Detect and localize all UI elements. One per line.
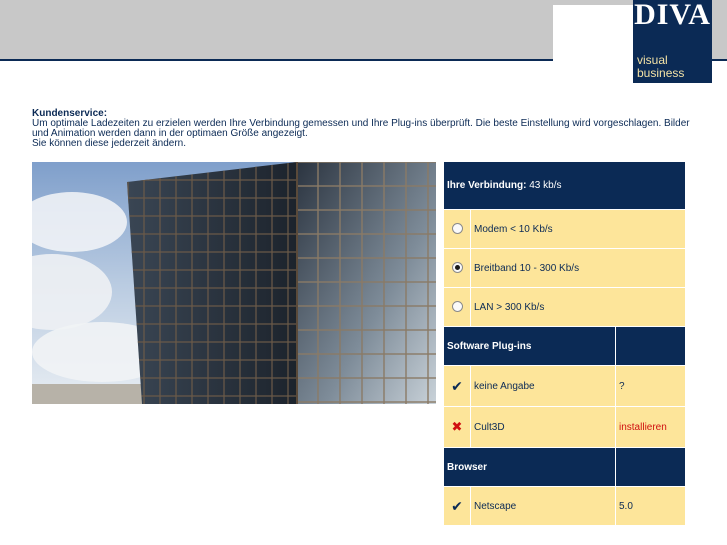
plugin-status: ? — [615, 365, 685, 406]
connection-option-broadband[interactable] — [444, 248, 685, 287]
building-photo — [32, 162, 436, 404]
connection-header — [444, 162, 685, 209]
plugin-name: keine Angabe — [470, 365, 615, 406]
radio-broadband[interactable] — [452, 262, 463, 273]
intro-line-2: und Animation werden dann in der optimaen Größe angezeigt. — [32, 128, 308, 139]
connection-option-lan[interactable] — [444, 287, 685, 326]
browser-header: Browser — [444, 447, 615, 486]
settings-panel — [444, 162, 685, 525]
plugins-header: Software Plug-ins — [444, 326, 615, 365]
plugin-row-none — [444, 365, 685, 406]
plugin-name: Cult3D — [470, 406, 615, 447]
checkmark-icon: ✔ — [451, 497, 463, 514]
browser-header-row — [444, 447, 685, 486]
radio-lan[interactable] — [452, 301, 463, 312]
connection-header-row — [444, 162, 685, 209]
connection-option-modem[interactable] — [444, 209, 685, 248]
connection-label: Ihre Verbindung: — [447, 180, 527, 191]
logo-tagline-line1: visual — [637, 53, 668, 67]
logo-white-block — [553, 5, 633, 63]
intro-text — [32, 109, 692, 149]
logo-tagline-line2: business — [637, 66, 685, 80]
option-label-broadband[interactable]: Breitband 10 - 300 Kb/s — [470, 248, 685, 287]
diva-logo[interactable] — [633, 0, 712, 83]
option-label-lan[interactable]: LAN > 300 Kb/s — [470, 287, 685, 326]
building-photo-illustration — [32, 162, 436, 404]
browser-version: 5.0 — [615, 486, 685, 525]
plugin-row-cult3d — [444, 406, 685, 447]
intro-title: Kundenservice: — [32, 108, 108, 119]
install-link[interactable]: installieren — [615, 406, 685, 447]
connection-value: 43 kb/s — [529, 180, 562, 191]
radio-modem[interactable] — [452, 223, 463, 234]
browser-name: Netscape — [470, 486, 615, 525]
intro-line-1: Um optimale Ladezeiten zu erzielen werden Ihre Verbindung gemessen und Ihre Plug-ins überprüft. Die beste Einstellung wird vorgeschlagen. Bilder — [32, 118, 690, 129]
plugins-header-row — [444, 326, 685, 365]
option-label-modem[interactable]: Modem < 10 Kb/s — [470, 209, 685, 248]
logo-brand-text: DIVA — [634, 0, 711, 31]
browser-row-netscape — [444, 486, 685, 525]
checkmark-icon: ✔ — [451, 377, 463, 394]
intro-line-3: Sie können diese jederzeit ändern. — [32, 138, 186, 149]
cross-icon: ✖ — [451, 419, 463, 434]
